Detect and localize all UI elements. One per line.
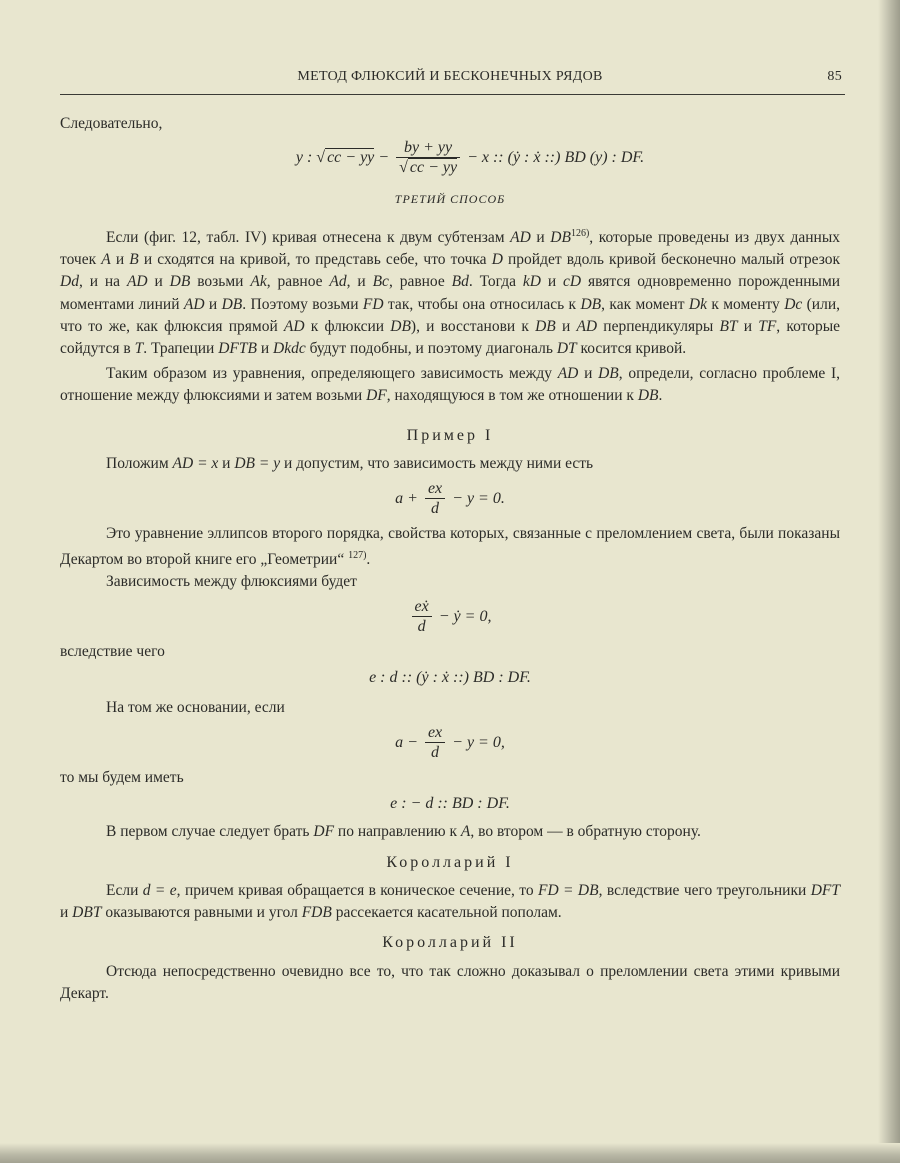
equation-5 — [60, 724, 840, 763]
eq1-right: − x :: (ẏ : ẋ ::) BD (y) : DF. — [463, 149, 645, 167]
text-run: , причем кривая обращается в коническое сечение, то — [176, 881, 538, 899]
math-symbol: A — [460, 823, 471, 841]
text-run: Если — [106, 881, 143, 899]
paragraph — [60, 641, 840, 663]
text-run: (или, что то же, как флюксия прямой — [60, 295, 841, 335]
text-run: возьми — [190, 273, 251, 291]
math-symbol: AD — [283, 317, 305, 335]
eq5-fraction — [425, 724, 445, 763]
math-symbol: Dc — [784, 295, 803, 313]
math-symbol: AD — [183, 295, 205, 313]
math-symbol: DFTB — [218, 340, 257, 358]
math-symbol: AD — [576, 317, 598, 335]
book-page — [60, 66, 840, 1005]
eq1-root: cc − yy — [327, 149, 375, 167]
text-run: косится кривой. — [576, 340, 687, 358]
text-run: перпендикуляры — [597, 317, 720, 335]
text-run: по направлению к — [334, 823, 461, 841]
math-symbol: DBT — [72, 904, 102, 922]
equation-4: e : d :: (ẏ : ẋ ::) BD : DF. — [369, 669, 531, 687]
eq1-fraction: $\frac{by + yy}{√ cc - yy}$ — [396, 139, 460, 178]
eq5-right: − y = 0, — [448, 733, 505, 751]
section-corollary-2: Королларий II — [382, 934, 518, 952]
math-symbol: B — [129, 251, 139, 269]
eq2-left: a + — [395, 489, 422, 507]
eq3-denominator: d — [417, 617, 426, 635]
running-title: МЕТОД ФЛЮКСИЙ И БЕСКОНЕЧНЫХ РЯДОВ — [297, 69, 603, 84]
eq5-denominator: d — [431, 743, 440, 761]
math-symbol: DF — [313, 823, 335, 841]
section-corollary-1: Королларий I — [386, 853, 514, 871]
math-symbol: kD — [522, 273, 541, 291]
equation-2 — [60, 480, 840, 519]
math-symbol: Ad — [329, 273, 347, 291]
intro-text: Следовательно, — [60, 115, 163, 132]
text-run: . — [366, 551, 371, 569]
text-run: и — [256, 340, 274, 358]
paragraph — [60, 697, 840, 719]
math-symbol: FDB — [301, 904, 332, 922]
math-symbol: DB = y — [234, 455, 281, 473]
text-run: , которые проведены из двух данных точек — [60, 228, 841, 269]
math-symbol: FD = DB — [538, 881, 599, 899]
text-run: и — [60, 904, 73, 922]
eq3-fraction — [412, 598, 432, 637]
math-symbol: DFT — [810, 881, 840, 899]
text-run: , во втором — в обратную сторону. — [470, 823, 701, 841]
paragraph — [60, 571, 840, 593]
eq2-right: − y = 0. — [448, 489, 505, 507]
math-symbol: Bc — [372, 273, 389, 291]
header-rule — [60, 94, 845, 95]
text-run: В первом случае следует брать — [106, 823, 314, 841]
text-run: будут подобны, и поэтому диагональ — [305, 340, 557, 358]
footnote-ref: 127) — [348, 550, 367, 562]
text-run: , равное — [266, 273, 330, 291]
math-symbol: Bd — [451, 273, 469, 291]
math-symbol: DB — [221, 295, 243, 313]
math-symbol: DB — [169, 273, 191, 291]
math-symbol: DB — [535, 317, 556, 335]
eq2-numerator: ex — [425, 480, 445, 499]
text-run: оказываются равными и угол — [101, 904, 302, 922]
text-run: , как момент — [601, 295, 689, 313]
text-run: и — [147, 273, 170, 291]
text-run: вследствие чего — [60, 642, 165, 660]
paragraph — [60, 453, 840, 475]
math-symbol: Dk — [688, 295, 707, 313]
eq3-right: − ẏ = 0, — [434, 607, 492, 625]
math-symbol: DT — [556, 340, 577, 358]
text-run: Положим — [106, 455, 173, 473]
math-symbol: cD — [563, 273, 582, 291]
math-symbol: DB — [598, 364, 619, 382]
math-symbol: d = e — [142, 881, 177, 899]
paragraph — [60, 363, 840, 408]
page-edge-shadow — [878, 0, 900, 1163]
text-run: к моменту — [706, 295, 785, 313]
text-run: . Поэтому возьми — [242, 295, 363, 313]
paragraph — [60, 523, 840, 572]
footnote-ref: 126) — [570, 227, 590, 239]
math-symbol: AD — [126, 273, 148, 291]
math-symbol: A — [101, 251, 111, 269]
text-run: . Тогда — [468, 273, 523, 291]
eq2-fraction — [425, 480, 445, 519]
text-run: , и — [346, 273, 373, 291]
text-run: и — [540, 273, 564, 291]
paragraph — [60, 961, 840, 1006]
math-symbol: Dd — [60, 273, 79, 291]
paragraph — [60, 223, 840, 361]
equation-3 — [60, 598, 840, 637]
text-run: . Трапеции — [143, 340, 219, 358]
paragraph — [60, 821, 840, 843]
math-symbol: FD — [362, 295, 384, 313]
eq1-minus: − — [374, 149, 394, 167]
text-run: , вследствие чего треугольники — [598, 881, 811, 899]
equation-1 — [100, 139, 840, 178]
eq1-denominator: cc − yy — [409, 159, 458, 177]
math-symbol: BT — [719, 317, 738, 335]
text-run: то мы будем иметь — [60, 768, 184, 786]
math-symbol: Dkdc — [273, 340, 306, 358]
paragraph — [60, 767, 840, 789]
eq1-left: y : √ — [295, 149, 326, 167]
eq1-numerator: by + yy — [396, 139, 460, 158]
text-run: , находящуюся в том же отношении к — [386, 386, 638, 404]
math-symbol: T — [134, 340, 144, 358]
text-run: Это уравнение эллипсов второго порядка, свойства которых, связанные с преломлением света, были показаны Декартом во второй книге его „Геометрии“ — [60, 524, 840, 569]
text-run: к флюксии — [304, 317, 391, 335]
math-symbol: AD = x — [172, 455, 219, 473]
text-run: и — [555, 317, 577, 335]
eq5-left: a − — [395, 733, 422, 751]
text-run: и — [218, 455, 235, 473]
text-run: и — [204, 295, 222, 313]
text-run: , равное — [388, 273, 452, 291]
math-symbol: TF — [758, 317, 777, 335]
eq2-denominator: d — [431, 499, 440, 517]
text-run: и — [578, 364, 599, 382]
math-symbol: DF — [366, 386, 387, 404]
math-symbol: DB — [580, 295, 602, 313]
math-symbol: DB — [637, 386, 659, 404]
section-example-1: Пример I — [406, 427, 494, 445]
text-run: На том же основании, если — [106, 699, 285, 717]
text-run: , и на — [78, 273, 127, 291]
text-run: Если (фиг. 12, табл. IV) кривая отнесена к двум субтензам — [106, 228, 511, 246]
math-symbol: DB — [390, 317, 411, 335]
text-run: Зависимость между флюксиями будет — [106, 573, 357, 591]
section-third-method: ТРЕТИЙ СПОСОБ — [394, 192, 506, 207]
math-symbol: AD — [510, 228, 531, 246]
text-run: Таким образом из уравнения, определяющего зависимость между — [106, 364, 558, 382]
text-run: , определи, согласно проблеме I, отношение между флюксиями и затем возьми — [60, 364, 841, 404]
page-number: 85 — [827, 69, 842, 84]
math-symbol: DB — [550, 228, 571, 246]
text-run: рассекается касательной пополам. — [331, 904, 562, 922]
page-bottom-shadow — [0, 1143, 900, 1163]
text-run: Отсюда непосредственно очевидно все то, что так сложно доказывал о преломлении света этими кривыми Декарт. — [60, 962, 840, 1003]
eq5-numerator: ex — [425, 724, 445, 743]
equation-6: e : − d :: BD : DF. — [390, 794, 510, 812]
text-run: пройдет вдоль кривой бесконечно малый отрезок — [502, 251, 841, 269]
text-run: ), и восстанови к — [410, 317, 536, 335]
text-run: и допустим, что зависимость между ними есть — [280, 455, 594, 473]
math-symbol: D — [491, 251, 503, 269]
running-header — [60, 66, 840, 88]
text-run: и сходятся на кривой, то представь себе, что точка — [138, 251, 492, 269]
text-run: . — [658, 386, 663, 404]
math-symbol: AD — [557, 364, 579, 382]
text-run: явятся одновременно порожденными моментами линий — [60, 273, 841, 313]
text-run: и — [110, 251, 130, 269]
text-run: и — [737, 317, 759, 335]
text-run: и — [530, 228, 551, 246]
text-run: , которые сойдутся в — [60, 317, 841, 358]
paragraph — [60, 880, 840, 925]
eq3-numerator: eẋ — [412, 598, 432, 617]
math-symbol: Ak — [250, 273, 267, 291]
text-run: так, чтобы она относилась к — [383, 295, 581, 313]
